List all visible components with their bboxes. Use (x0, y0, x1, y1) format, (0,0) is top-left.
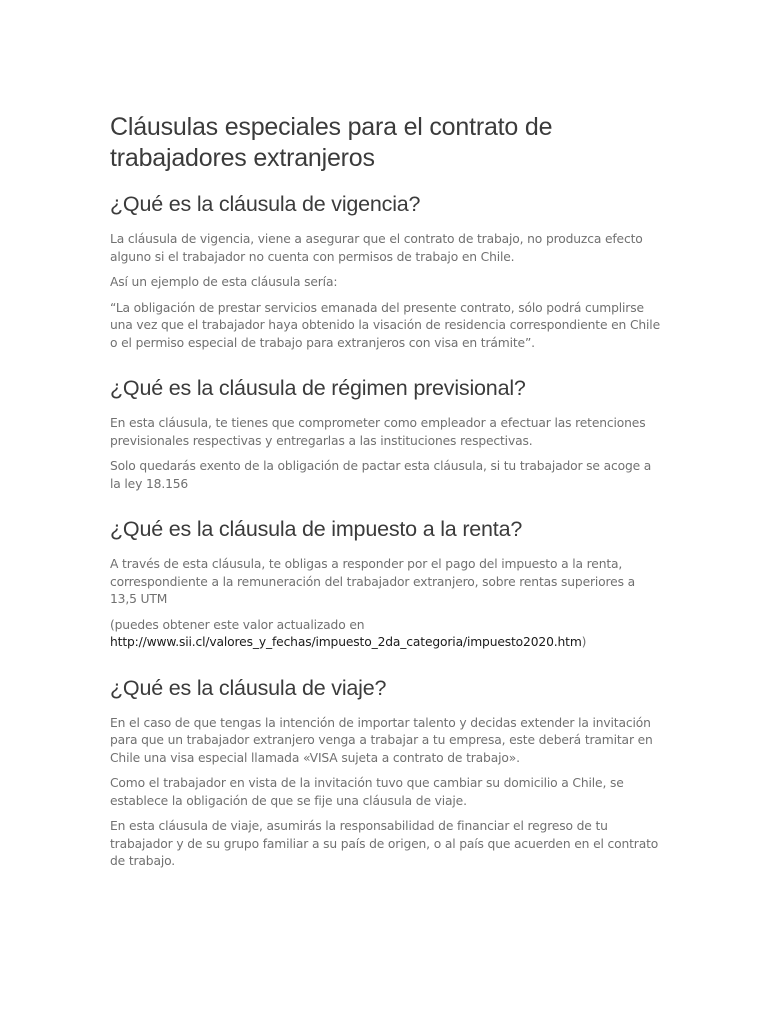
paragraph: “La obligación de prestar servicios emanada del presente contrato, sólo podrá cumplirse una vez que el trabajador haya obtenido la visación de residencia correspondiente en Chile o el permiso especial de trabajo para extranjeros con visa en trámite”. (110, 300, 660, 350)
section-viaje (110, 674, 665, 871)
section-heading: ¿Qué es la cláusula de régimen previsional? (110, 376, 526, 400)
note-suffix: ) (581, 635, 587, 649)
section-impuesto-renta (110, 515, 665, 652)
section-heading: ¿Qué es la cláusula de viaje? (110, 675, 387, 700)
utm-note (110, 617, 665, 652)
paragraph: En esta cláusula, te tienes que comprometer como empleador a efectuar las retenciones previsionales respectivas y entregarlas a las instituciones respectivas. (110, 416, 646, 448)
paragraph: En el caso de que tengas la intención de importar talento y decidas extender la invitación para que un trabajador extranjero venga a trabajar a tu empresa, este deberá tramitar en Chile una visa especial llamada «VISA sujeta a contrato de trabajo». (110, 715, 653, 765)
document-title: Cláusulas especiales para el contrato de trabajadores extranjeros (110, 113, 553, 172)
paragraph: Solo quedarás exento de la obligación de pactar esta cláusula, si tu trabajador se acoge a la ley 18.156 (110, 459, 652, 491)
paragraph: La cláusula de vigencia, viene a asegurar que el contrato de trabajo, no produzca efecto alguno si el trabajador no cuenta con permisos de trabajo en Chile. (110, 232, 643, 264)
document-page (110, 112, 665, 879)
section-vigencia (110, 190, 665, 352)
paragraph: En esta cláusula de viaje, asumirás la responsabilidad de financiar el regreso de tu trabajador y de su grupo familiar a su país de origen, o al país que acuerden en el contrato de trabajo. (110, 819, 659, 868)
section-heading: ¿Qué es la cláusula de impuesto a la renta? (110, 517, 523, 541)
note-prefix: (puedes obtener este valor actualizado en (110, 617, 365, 632)
paragraph: A través de esta cláusula, te obligas a responder por el pago del impuesto a la renta, correspondiente a la remuneración del trabajador extranjero, sobre rentas superiores a 13,5 UTM (110, 557, 635, 606)
paragraph: Así un ejemplo de esta cláusula sería: (110, 275, 338, 289)
paragraph: Como el trabajador en vista de la invitación tuvo que cambiar su domicilio a Chile, se establece la obligación de que se fije una cláusula de viaje. (110, 776, 624, 808)
section-regimen-previsional (110, 374, 665, 493)
sii-link[interactable]: http://www.sii.cl/valores_y_fechas/impuesto_2da_categoria/impuesto2020.htm (110, 635, 582, 649)
section-heading: ¿Qué es la cláusula de vigencia? (110, 192, 421, 216)
